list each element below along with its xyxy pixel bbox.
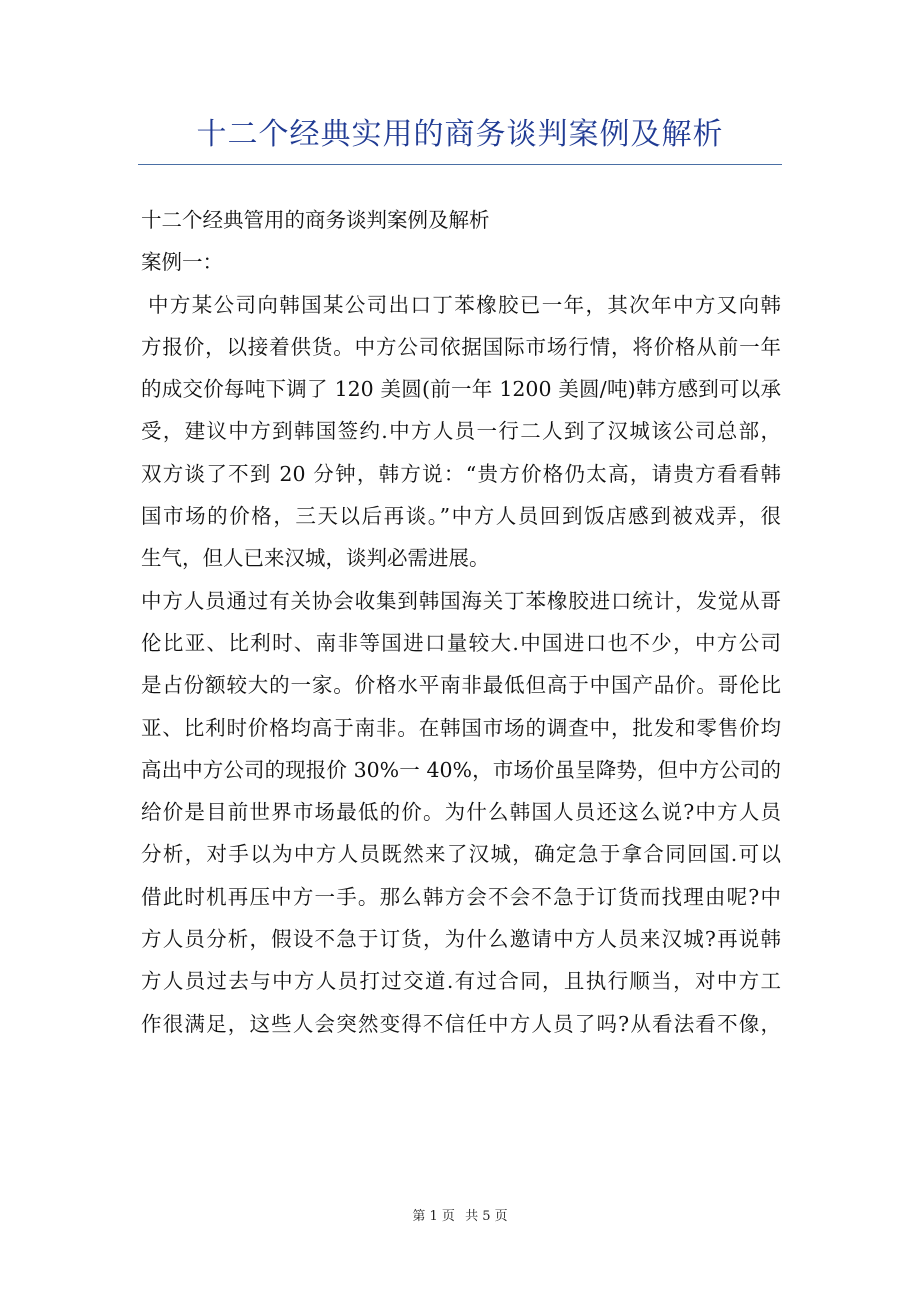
paragraph-1	[141, 284, 781, 580]
paragraph-line: 的成交价每吨下调了 120 美圆(前一年 1200 美圆/吨)韩方感到可以承	[141, 377, 781, 402]
paragraph-line: 中方某公司向韩国某公司出口丁苯橡胶已一年，其次年中方又向韩	[148, 292, 781, 317]
paragraph-line: 国市场的价格，三天以后再谈。”中方人员回到饭店感到被戏弄，很	[141, 504, 781, 529]
title-divider	[138, 164, 782, 165]
paragraph-line: 给价是目前世界市场最低的价。为什么韩国人员还这么说?中方人员	[141, 800, 781, 825]
paragraph-line: 分析，对手以为中方人员既然来了汉城，确定急于拿合同回国.可以	[141, 842, 781, 867]
paragraph-line: 生气，但人已来汉城，谈判必需进展。	[141, 546, 490, 571]
paragraph-line: 借此时机再压中方一手。那么韩方会不会不急于订货而找理由呢?中	[141, 884, 781, 909]
paragraph-line: 方人员过去与中方人员打过交道.有过合同，且执行顺当，对中方工	[141, 969, 781, 994]
paragraph-line: 方人员分析，假设不急于订货，为什么邀请中方人员来汉城?再说韩	[141, 927, 781, 952]
paragraph-line: 方报价，以接着供货。中方公司依据国际市场行情，将价格从前一年	[141, 334, 781, 359]
document-title: 十二个经典实用的商务谈判案例及解析	[196, 117, 724, 152]
paragraph-line: 伦比亚、比利时、南非等国进口量较大.中国进口也不少，中方公司	[141, 630, 781, 655]
page-total: 共 5 页	[465, 1209, 508, 1224]
paragraph-line: 是占份额较大的一家。价格水平南非最低但高于中国产品价。哥伦比	[141, 673, 781, 698]
case-label: 案例一：	[141, 250, 223, 275]
paragraph-line: 双方谈了不到 20 分钟，韩方说：“贵方价格仍太高，请贵方看看韩	[141, 461, 781, 486]
document-subtitle: 十二个经典管用的商务谈判案例及解析	[141, 208, 490, 232]
paragraph-line: 亚、比利时价格均高于南非。在韩国市场的调查中，批发和零售价均	[141, 715, 781, 740]
paragraph-line: 作很满足，这些人会突然变得不信任中方人员了吗?从看法看不像，	[141, 1011, 781, 1036]
page-number: 第 1 页	[412, 1209, 455, 1224]
document-body	[141, 199, 781, 1045]
paragraph-line: 受，建议中方到韩国签约.中方人员一行二人到了汉城该公司总部，	[141, 419, 781, 444]
paragraph-line: 高出中方公司的现报价 30%一 40%，市场价虽呈降势，但中方公司的	[141, 757, 781, 782]
paragraph-line: 中方人员通过有关协会收集到韩国海关丁苯橡胶进口统计，发觉从哥	[141, 588, 781, 613]
page-footer	[0, 1205, 920, 1224]
paragraph-2	[141, 580, 781, 1045]
